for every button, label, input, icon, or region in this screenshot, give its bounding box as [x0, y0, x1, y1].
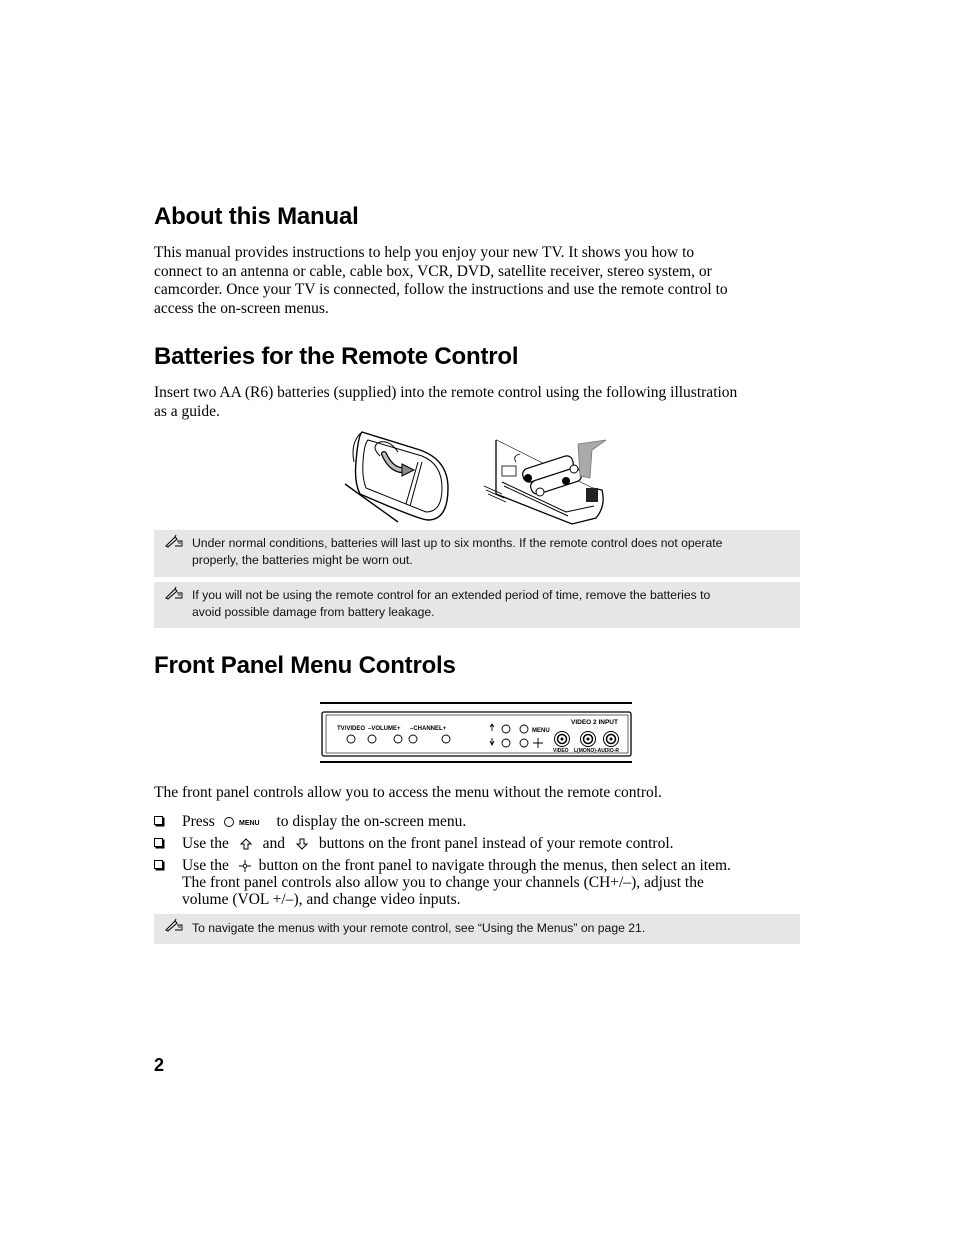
checkbox-bullet-icon — [154, 860, 163, 869]
heading-about-manual: About this Manual — [154, 203, 359, 230]
panel-label-tvvideo: TV/VIDEO — [337, 726, 366, 732]
panel-up-button[interactable] — [502, 725, 510, 733]
panel-menu-button[interactable] — [520, 725, 528, 733]
about-paragraph — [154, 244, 814, 319]
menu-button-icon — [223, 815, 269, 829]
panel-select-button[interactable] — [520, 739, 528, 747]
page-number: 2 — [154, 1055, 165, 1075]
svg-text:MENU: MENU — [238, 820, 260, 828]
note-line: To navigate the menus with your remote control, see “Using the Menus” on page 21. — [192, 921, 646, 935]
bullet-text: and — [262, 835, 286, 852]
note-line: Under normal conditions, batteries will last up to six months. If the remote control does not operate — [192, 536, 723, 550]
checkbox-bullet-icon — [154, 816, 163, 825]
video-input-jacks — [555, 732, 619, 747]
batteries-line: as a guide. — [154, 402, 220, 420]
panel-channel-plus-button[interactable] — [442, 735, 450, 743]
bullet-continuation — [182, 874, 704, 908]
panel-label-audio: L(MONO)-AUDIO-R — [574, 748, 619, 754]
bullet-text: Use the — [182, 835, 229, 852]
panel-down-button[interactable] — [502, 739, 510, 747]
note-navigate-menus — [154, 914, 800, 944]
batteries-line: Insert two AA (R6) batteries (supplied) into the remote control using the following illustration — [154, 384, 738, 401]
pen-note-icon — [165, 918, 183, 932]
bullet-text: volume (VOL +/–), and change video inputs. — [182, 891, 461, 908]
panel-channel-minus-button[interactable] — [409, 735, 417, 743]
pen-note-icon — [165, 586, 183, 600]
up-arrow-icon — [239, 837, 253, 851]
down-arrow-icon — [295, 837, 309, 851]
panel-volume-plus-button[interactable] — [394, 735, 402, 743]
front-panel-diagram — [318, 701, 636, 765]
panel-label-menu: MENU — [532, 728, 550, 734]
note-line: avoid possible damage from battery leakage. — [192, 605, 435, 619]
note-line: If you will not be using the remote control for an extended period of time, remove the batteries to — [192, 588, 711, 602]
panel-label-channel: –CHANNEL+ — [410, 726, 447, 732]
bullet-text: to display the on-screen menu. — [276, 813, 467, 830]
pen-note-icon — [165, 534, 183, 548]
joystick-icon — [237, 858, 253, 874]
front-panel-intro: The front panel controls allow you to access the menu without the remote control. — [154, 784, 662, 801]
panel-tvvideo-button[interactable] — [347, 735, 355, 743]
bullet-text: button on the front panel to navigate through the menus, then select an item. — [258, 857, 731, 874]
remote-batteries-illustration — [482, 436, 612, 526]
remote-lid-illustration — [340, 422, 455, 524]
bullet-text: The front panel controls also allow you to change your channels (CH+/–), adjust the — [182, 874, 704, 891]
heading-front-panel: Front Panel Menu Controls — [154, 652, 456, 679]
panel-volume-minus-button[interactable] — [368, 735, 376, 743]
about-line: This manual provides instructions to help you enjoy your new TV. It shows you how to — [154, 244, 695, 261]
note-line: properly, the batteries might be worn out. — [192, 553, 413, 567]
checkbox-bullet-icon — [154, 838, 163, 847]
batteries-paragraph — [154, 384, 814, 421]
about-line: access the on-screen menus. — [154, 300, 329, 318]
about-line: camcorder. Once your TV is connected, follow the instructions and use the remote control to — [154, 281, 728, 299]
heading-batteries: Batteries for the Remote Control — [154, 343, 519, 370]
bullet-text: Use the — [182, 857, 229, 874]
bullet-text: buttons on the front panel instead of your remote control. — [318, 835, 674, 852]
bullet-text: Press — [182, 813, 215, 830]
note-battery-life — [154, 530, 800, 577]
note-extended-storage — [154, 582, 800, 628]
panel-label-video: VIDEO — [553, 748, 569, 754]
panel-label-volume: –VOLUME+ — [368, 726, 401, 732]
panel-label-video2: VIDEO 2 INPUT — [571, 719, 618, 726]
about-line: connect to an antenna or cable, cable box, VCR, DVD, satellite receiver, stereo system, or — [154, 262, 712, 280]
